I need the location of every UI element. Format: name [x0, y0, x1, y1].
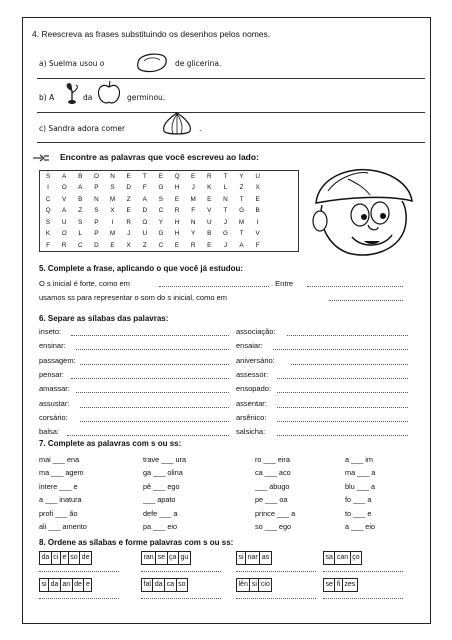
syllable: si [40, 579, 49, 591]
syllable: e [85, 581, 90, 588]
syllable: da [153, 579, 165, 591]
wordsearch-letter: V [255, 230, 260, 238]
q4-c-pre: c) Sandra adora comer [39, 124, 126, 133]
wordsearch-letter: J [191, 184, 195, 192]
answer-blank[interactable] [323, 598, 403, 599]
wordsearch-letter: T [223, 173, 228, 180]
q6-word-left: passagem: [39, 355, 76, 365]
answer-blank[interactable] [71, 335, 229, 336]
wordsearch-letter: O [61, 184, 67, 192]
wordsearch-letter: B [78, 173, 83, 180]
q4-b-mid: da [83, 93, 93, 102]
answer-blank[interactable] [277, 392, 408, 393]
answer-blank[interactable] [39, 598, 119, 599]
answer-blank[interactable] [39, 571, 119, 572]
q6-word-left: assustar: [39, 398, 70, 408]
q7-word-blank[interactable]: ___ apato [143, 495, 176, 505]
wordsearch-letter: Z [78, 207, 83, 215]
answer-blank [307, 286, 403, 287]
wordsearch-letter: R [207, 173, 212, 180]
wordsearch-letter: C [158, 241, 164, 249]
q4-a-post: de glicerina. [175, 59, 222, 68]
wordsearch-letter: B [255, 207, 260, 215]
wordsearch-letter: X [126, 241, 131, 249]
wordsearch-letter: M [109, 195, 116, 203]
syllable: fal [142, 579, 153, 591]
q7-word-blank[interactable]: ma ___ a [345, 468, 376, 478]
wordsearch-letter: D [94, 241, 99, 249]
wordsearch-letter: H [174, 184, 180, 192]
q7-word-blank[interactable]: a ___ inatura [39, 495, 82, 505]
arrow-pointer-icon [32, 153, 50, 163]
answer-blank[interactable] [236, 571, 316, 572]
syllable-box-group [323, 578, 358, 592]
q7-word-blank[interactable]: intere ___ e [39, 481, 78, 491]
wordsearch-letter: L [223, 184, 228, 192]
wordsearch-letter: T [223, 207, 228, 215]
q6-word-right: ensaiar: [236, 341, 263, 351]
soap-bar-icon [134, 49, 170, 75]
wordsearch-letter: C [78, 241, 83, 249]
answer-blank [329, 300, 403, 301]
wordsearch-grid [39, 170, 299, 252]
wordsearch-letter: P [94, 218, 99, 226]
wordsearch-letter: R [126, 218, 131, 226]
wordsearch-letter: O [93, 173, 99, 180]
q7-word-blank[interactable]: ro ___ eira [255, 455, 290, 464]
q6-word-right: arsênico: [236, 412, 267, 422]
syllable: gu [180, 554, 189, 561]
wordsearch-letter: V [62, 195, 67, 203]
wordsearch-letter: F [255, 241, 260, 249]
wordsearch-letter: A [142, 195, 147, 203]
answer-blank[interactable] [236, 598, 316, 599]
answer-blank[interactable] [76, 349, 229, 350]
wordsearch-letter: Z [126, 195, 131, 203]
q6-word-right: associação: [236, 327, 276, 336]
answer-blank[interactable] [287, 335, 408, 336]
wordsearch-letter: M [238, 218, 245, 226]
wordsearch-letter: G [239, 207, 245, 215]
wordsearch-letter: U [61, 218, 67, 226]
wordsearch-header: Encontre as palavras que você escreveu ao lado: [60, 152, 259, 162]
syllable-box-group [39, 551, 92, 565]
wordsearch-letter: B [207, 230, 212, 238]
q7-word-blank[interactable]: trave ___ ura [143, 455, 186, 464]
q7-word-blank[interactable]: pe ___ oa [255, 495, 288, 505]
wordsearch-letter: Q [174, 173, 180, 180]
wordsearch-letter: T [142, 173, 147, 180]
wordsearch-letter: O [61, 230, 67, 238]
wordsearch-letter: E [174, 195, 180, 203]
q6-word-right: salsicha: [236, 427, 266, 437]
apple-icon [95, 78, 123, 106]
wordsearch-letter: I [111, 218, 114, 226]
wordsearch-letter: A [239, 241, 244, 249]
wordsearch-letter: I [256, 218, 259, 226]
syllable: ça [168, 552, 179, 564]
wordsearch-letter: T [239, 195, 244, 203]
wordsearch-letter: Q [45, 207, 51, 215]
syllable: as [261, 554, 270, 561]
wordsearch-letter: S [158, 195, 164, 203]
wordsearch-letter: H [174, 218, 180, 226]
q7-word-blank[interactable]: a ___ im [345, 455, 373, 464]
q7-word-blank[interactable]: ali ___ amento [39, 522, 87, 531]
syllable: ci [52, 552, 61, 564]
wordsearch-letter: J [223, 241, 228, 249]
wordsearch-letter: Z [142, 241, 147, 249]
wordsearch-letter: A [62, 173, 67, 180]
wordsearch-letter: F [142, 184, 147, 192]
q7-word-blank[interactable]: pê ___ ego [143, 481, 180, 491]
wordsearch-letter: N [223, 195, 228, 203]
wordsearch-letter: C [158, 207, 164, 215]
syllable: lên [237, 579, 250, 591]
q5-line1-b: . Entre [271, 279, 294, 288]
wordsearch-letter: B [78, 195, 83, 203]
q7-word-blank[interactable]: a ___ eio [345, 522, 376, 531]
wordsearch-letter: E [158, 173, 164, 180]
syllable: da [49, 579, 61, 591]
wordsearch-letter: S [94, 207, 99, 215]
answer-blank[interactable] [277, 421, 408, 422]
seed-sprout-icon [63, 81, 81, 105]
answer-blank[interactable] [80, 421, 229, 422]
wordsearch-letter: G [158, 230, 164, 238]
syllable-box-group [141, 551, 191, 565]
wordsearch-letter: G [222, 230, 228, 238]
q7-word-blank[interactable]: fo ___ a [345, 495, 372, 505]
wordsearch-letter: E [126, 207, 131, 215]
wordsearch-letter: U [142, 230, 148, 238]
wordsearch-letter: K [45, 230, 51, 238]
q6-word-left: balsa: [39, 427, 60, 437]
wordsearch-letter: S [78, 218, 83, 226]
answer-blank[interactable] [67, 435, 229, 436]
worksheet-page [22, 17, 431, 624]
syllable: so [178, 581, 186, 588]
answer-line [37, 112, 425, 113]
wordsearch-letter: J [223, 218, 228, 226]
wordsearch-letter: U [207, 218, 212, 226]
wordsearch-letter: V [207, 207, 212, 215]
q7-word-blank[interactable]: so ___ ego [255, 522, 292, 531]
wordsearch-letter: G [158, 184, 164, 192]
q6-word-left: pensar: [39, 369, 65, 379]
wordsearch-letter: E [255, 195, 260, 203]
syllable: zes [344, 581, 356, 588]
q7-word-blank[interactable]: ___ abugo [255, 481, 290, 491]
q6-word-right: aniversário: [236, 355, 275, 365]
answer-blank[interactable] [141, 571, 221, 572]
syllable: se [156, 552, 167, 564]
syllable: de [81, 554, 90, 561]
syllable-box-group [236, 551, 272, 565]
syllable: can [335, 552, 350, 564]
q7-word-blank[interactable]: profi ___ ão [39, 508, 78, 518]
syllable-box-group [236, 578, 272, 592]
answer-line [37, 142, 425, 143]
wordsearch-letter: R [174, 207, 180, 215]
q7-word-blank[interactable]: prince ___ a [255, 508, 296, 518]
syllable: se [324, 579, 335, 591]
syllable-box-group [141, 578, 188, 592]
q6-word-left: corsário: [39, 412, 68, 422]
q8-title: 8. Ordene as sílabas e forme palavras com s ou ss: [39, 538, 234, 547]
wordsearch-letter: T [239, 230, 244, 238]
q7-word-blank[interactable]: blu ___ a [345, 481, 376, 491]
q7-word-blank[interactable]: pa ___ eio [143, 522, 178, 531]
syllable: si [237, 552, 246, 564]
wordsearch-letter: E [207, 195, 212, 203]
cartoon-boy-cap-illustration [308, 161, 418, 261]
q4-a-pre: a) Suelma usou o [39, 59, 105, 68]
q7-word-blank[interactable]: ga ___ olina [143, 468, 183, 478]
q7-word-blank[interactable]: mai ___ ena [39, 455, 80, 464]
wordsearch-letter: F [46, 241, 51, 249]
wordsearch-letter: S [110, 184, 115, 192]
syllable: ço [352, 554, 360, 561]
wordsearch-letter: N [94, 195, 99, 203]
syllable: an [61, 579, 73, 591]
wordsearch-letter: P [94, 184, 99, 192]
wordsearch-letter: X [110, 207, 115, 215]
syllable-box-group [39, 578, 92, 592]
wordsearch-letter: Y [191, 230, 196, 238]
wordsearch-letter: M [190, 195, 196, 203]
wordsearch-letter: P [94, 230, 99, 238]
wordsearch-letter: R [190, 241, 196, 249]
answer-blank[interactable] [277, 407, 408, 408]
wordsearch-letter: E [174, 241, 180, 249]
wordsearch-letter: J [127, 230, 131, 238]
syllable: cio [260, 581, 270, 588]
wordsearch-letter: M [109, 230, 116, 238]
q4-b-post: germinou. [127, 93, 166, 102]
q7-word-blank[interactable]: to ___ e [345, 508, 372, 518]
answer-blank [159, 286, 269, 287]
q6-word-left: amassar: [39, 384, 70, 394]
q6-word-right: ensopado: [236, 384, 272, 394]
wordsearch-letter: E [110, 241, 115, 249]
wordsearch-letter: C [45, 195, 51, 203]
q6-title: 6. Separe as sílabas das palavras: [39, 314, 169, 323]
q5-title: 5. Complete a frase, aplicando o que você já estudou: [39, 264, 244, 273]
wordsearch-letter: I [47, 184, 49, 192]
wordsearch-letter: A [62, 207, 67, 215]
q4-title: 4. Reescreva as frases substituindo os desenhos pelos nomes. [32, 29, 271, 39]
wordsearch-letter: O [142, 218, 148, 226]
wordsearch-letter: A [78, 184, 83, 192]
answer-blank[interactable] [277, 435, 408, 436]
wordsearch-letter: Y [158, 218, 164, 226]
q5-line1-a: O s inicial é forte, como em [39, 279, 130, 288]
q6-word-right: assessor: [236, 369, 269, 379]
wordsearch-letter: D [126, 184, 131, 192]
wordsearch-letter: K [207, 184, 212, 192]
syllable: de [73, 579, 85, 591]
answer-blank[interactable] [71, 378, 229, 379]
wordsearch-letter: F [191, 207, 196, 215]
syllable: fi [335, 579, 343, 591]
wordsearch-letter: E [126, 173, 131, 180]
answer-blank[interactable] [277, 378, 408, 379]
wordsearch-letter: E [207, 241, 212, 249]
wordsearch-letter: S [45, 218, 51, 226]
answer-blank[interactable] [323, 571, 403, 572]
answer-blank[interactable] [273, 349, 408, 350]
q7-title: 7. Complete as palavras com s ou ss: [39, 439, 182, 448]
wordsearch-letter: Y [239, 173, 244, 180]
syllable: sa [324, 552, 335, 564]
syllable: da [40, 552, 52, 564]
wordsearch-letter: L [78, 230, 83, 238]
answer-blank[interactable] [80, 407, 229, 408]
syllable: si [250, 579, 259, 591]
q6-word-left: ensinar: [39, 341, 66, 351]
q7-word-blank[interactable]: defe ___ a [143, 508, 178, 518]
onion-icon [158, 111, 196, 137]
wordsearch-letter: N [190, 218, 196, 226]
wordsearch-letter: U [255, 173, 260, 180]
wordsearch-letter: H [174, 230, 180, 238]
q7-word-blank[interactable]: ca ___ aco [255, 468, 291, 478]
wordsearch-letter: E [191, 173, 196, 180]
answer-blank[interactable] [80, 364, 229, 365]
answer-blank[interactable] [291, 364, 408, 365]
q6-word-left: inseto: [39, 327, 62, 336]
syllable: nar [246, 552, 260, 564]
answer-blank[interactable] [141, 598, 221, 599]
wordsearch-letter: N [110, 173, 115, 180]
answer-blank[interactable] [76, 392, 229, 393]
q7-word-blank[interactable]: ma ___ agem [39, 468, 84, 478]
q6-word-right: assentar: [236, 398, 267, 408]
syllable: e [61, 552, 69, 564]
wordsearch-letter: D [142, 207, 148, 215]
q5-line2: usamos ss para representar o som do s inicial, como em [39, 293, 227, 302]
syllable: so [69, 552, 80, 564]
wordsearch-letter: R [61, 241, 67, 249]
q4-b-pre: b) A [39, 93, 55, 102]
wordsearch-letter: X [255, 184, 260, 192]
q4-c-post: . [199, 124, 202, 133]
wordsearch-letter: Z [239, 184, 244, 192]
wordsearch-letter: S [45, 173, 51, 180]
syllable: ca [165, 579, 176, 591]
syllable-box-group [323, 551, 362, 565]
syllable: ran [142, 552, 156, 564]
